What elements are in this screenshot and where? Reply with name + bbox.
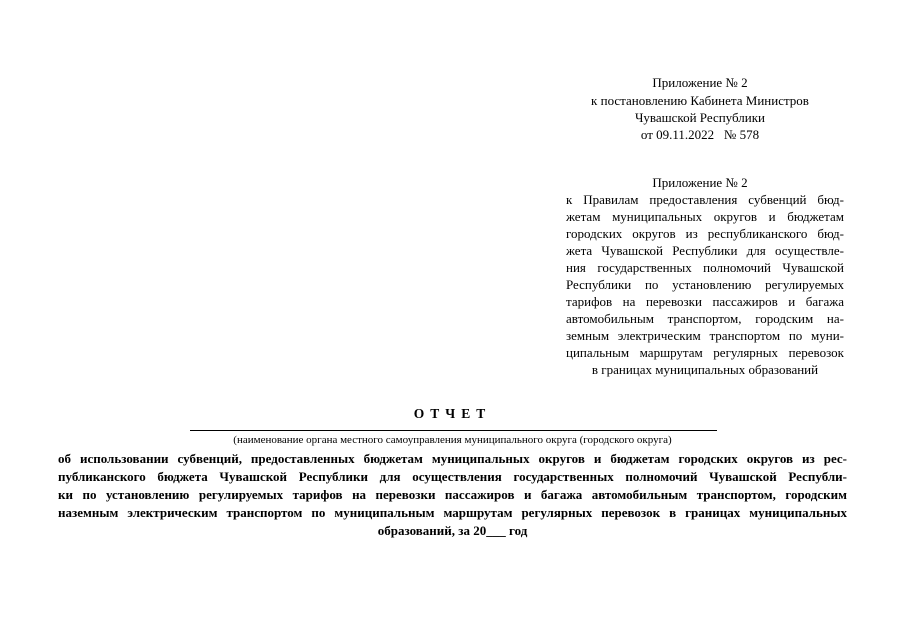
- appendix-2-line: городских округов из республиканского бюд-: [566, 226, 844, 241]
- appendix-2-last-line: в границах муниципальных образований: [591, 362, 819, 377]
- appendix-2-line: ния государственных полномочий Чувашской: [566, 260, 844, 275]
- report-subtitle-line: наземным электрическим транспортом по муниципальным маршрутам регулярных перевозок в границах муниципальных: [58, 505, 847, 520]
- report-subtitle-line: ки по установлению регулируемых тарифов на перевозки пассажиров и багажа автомобильным транспортом, городским: [58, 487, 847, 502]
- appendix-2-line: ципальным маршрутам регулярных перевозок: [566, 345, 844, 360]
- fill-in-line: [190, 430, 717, 431]
- appendix-2-heading: Приложение № 2: [652, 175, 748, 190]
- appendix-2-line: тарифов на перевозки пассажиров и багажа: [566, 294, 844, 309]
- appendix-2-line: жетам муниципальных округов и бюджетам: [566, 209, 844, 224]
- report-subtitle-line: публиканского бюджета Чувашской Республики для осуществления государственных полномочий Чувашской Республи-: [58, 469, 847, 484]
- report-title: ОТЧЕТ: [413, 406, 492, 421]
- appendix-1-line-3: Чувашской Республики: [634, 110, 766, 125]
- appendix-2-line: к Правилам предоставления субвенций бюд-: [566, 192, 844, 207]
- report-subtitle-last-line: образований, за 20___ год: [377, 523, 528, 538]
- fill-in-caption: (наименование органа местного самоуправления муниципального округа (городского округа): [233, 434, 672, 446]
- appendix-1-line-2: к постановлению Кабинета Министров: [591, 93, 809, 108]
- report-subtitle-line: об использовании субвенций, предоставленных бюджетам муниципальных округов и бюджетам городских округов из рес-: [58, 451, 847, 466]
- appendix-2-line: автомобильным транспортом, городским на-: [566, 311, 844, 326]
- appendix-2-line: земным электрическим транспортом по муни-: [566, 328, 844, 343]
- appendix-1-line-4: от 09.11.2022 № 578: [640, 127, 760, 142]
- appendix-2-line: Республики по установлению регулируемых: [566, 277, 844, 292]
- appendix-2-line: жета Чувашской Республики для осуществле-: [566, 243, 844, 258]
- appendix-1-line-1: Приложение № 2: [652, 75, 748, 90]
